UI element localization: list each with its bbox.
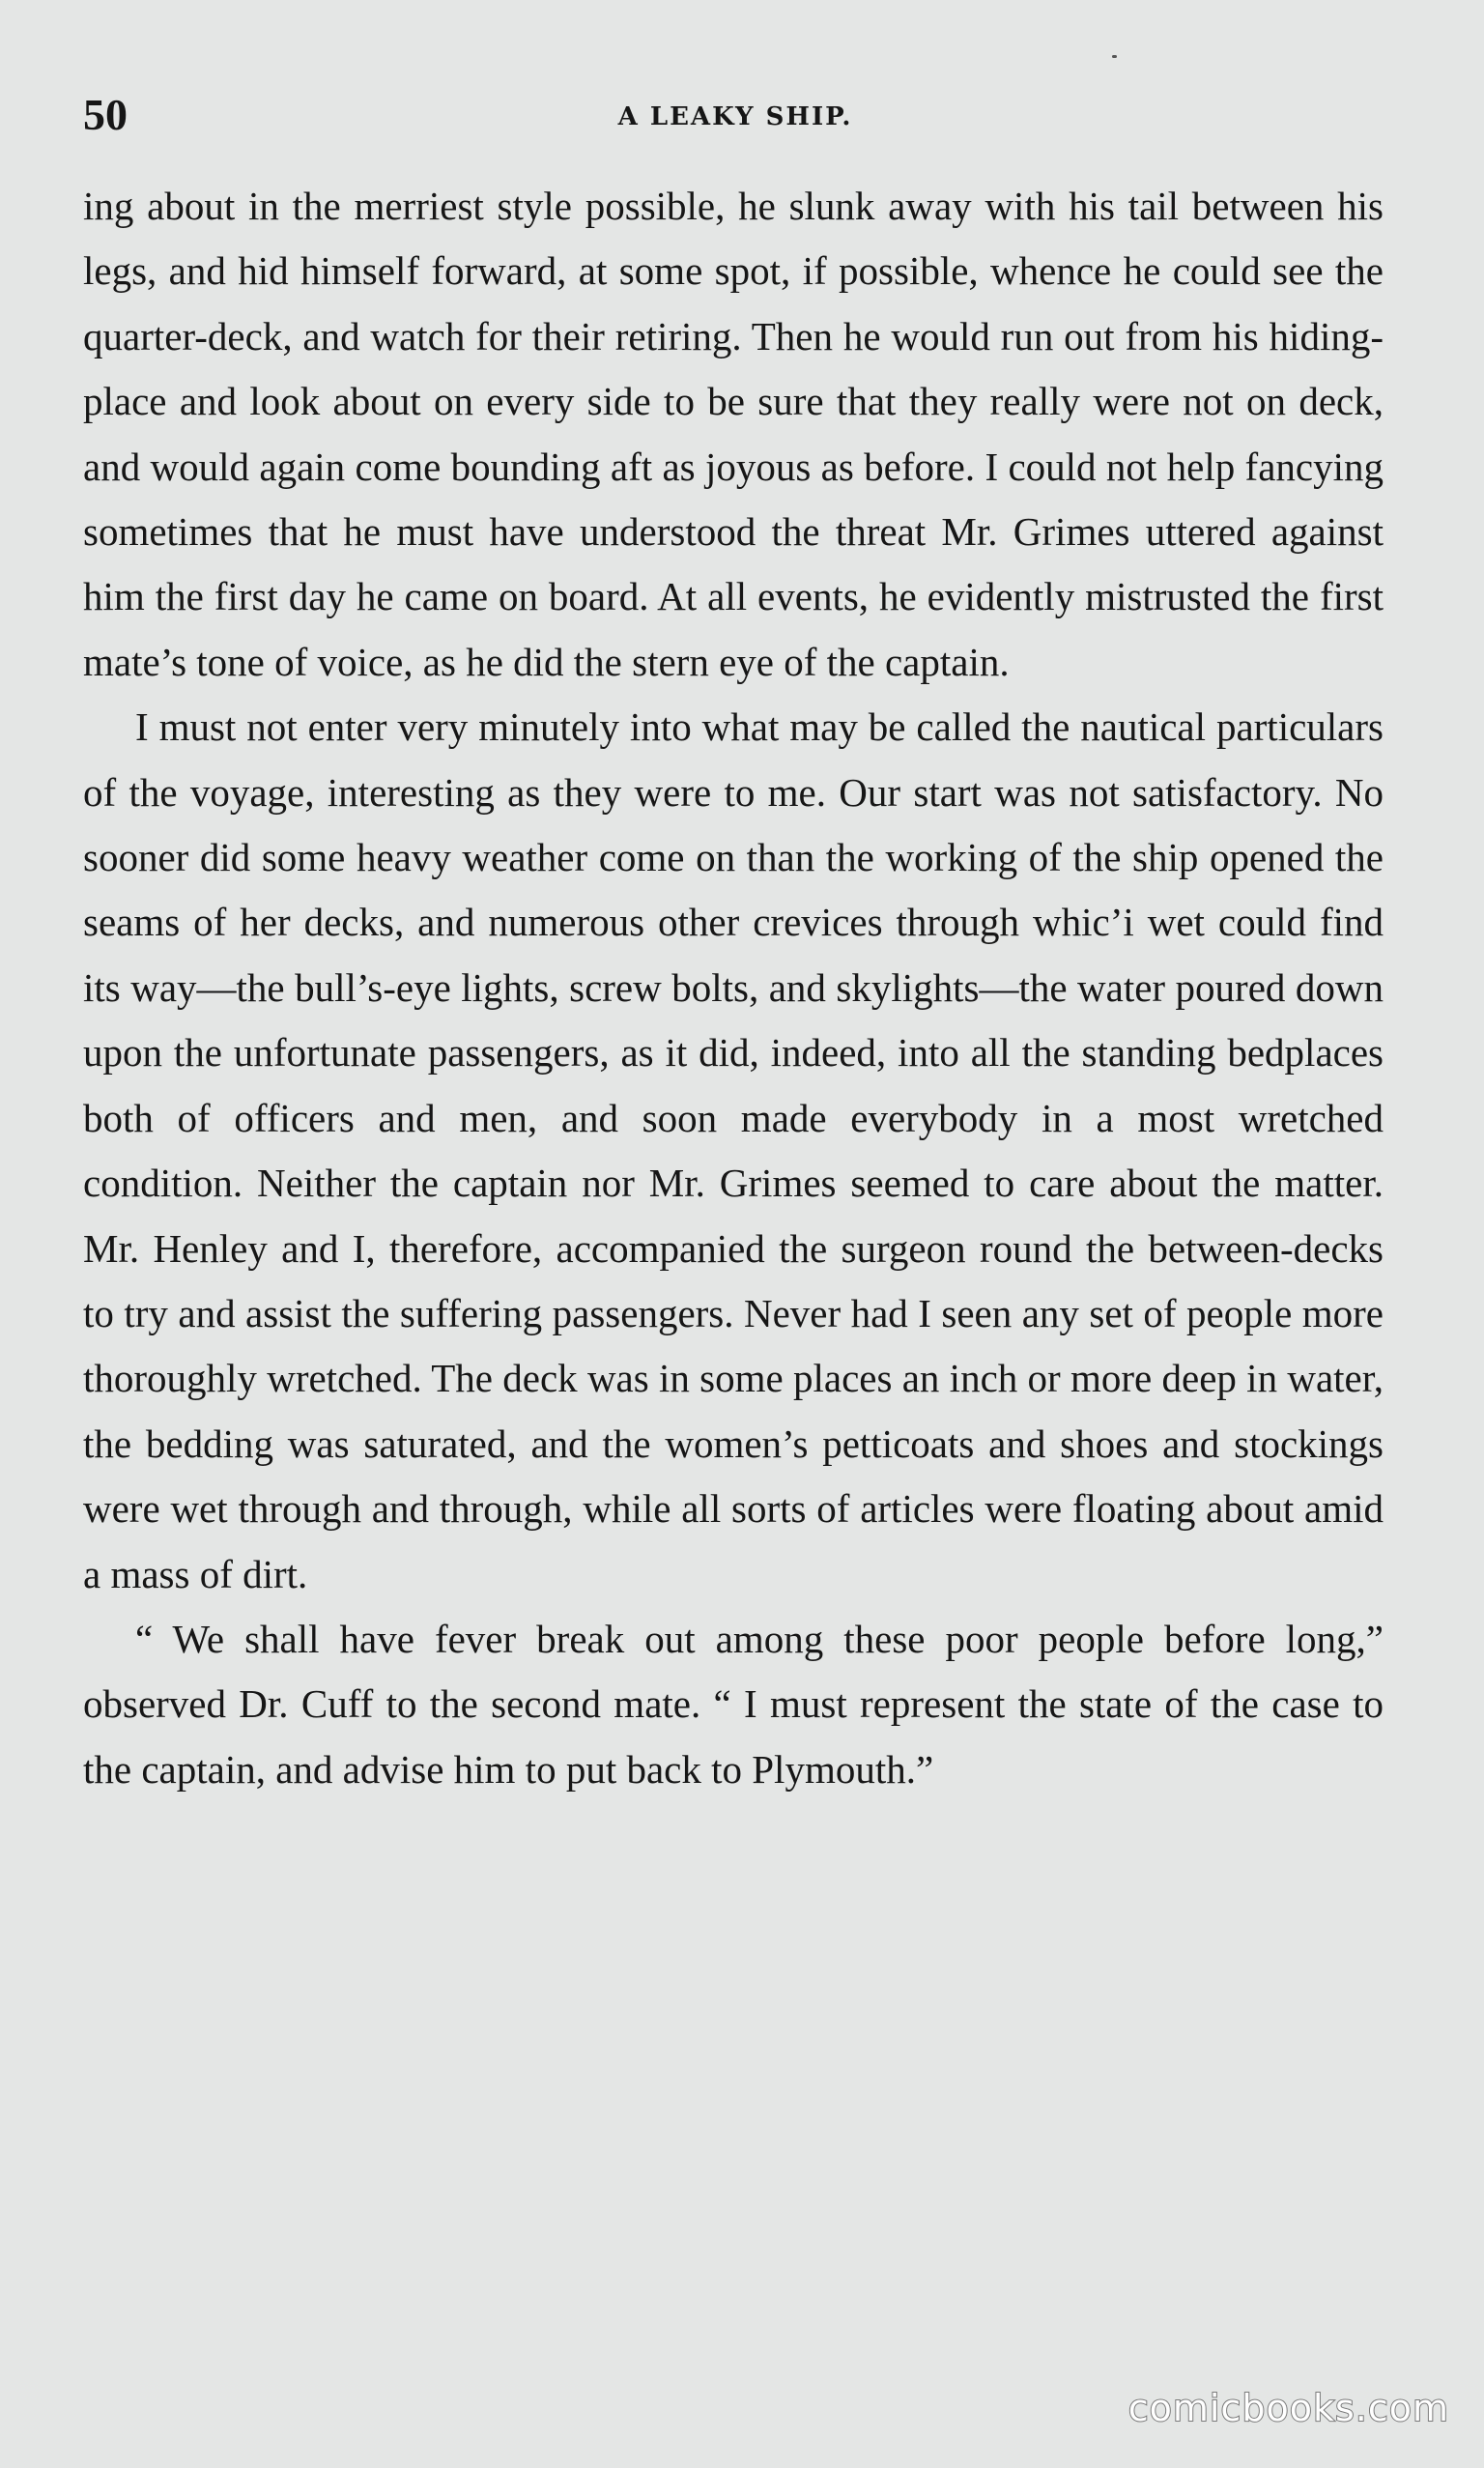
paragraph-1: ing about in the merriest style possible, he slunk away with his tail between his legs, and hid himself forward, at some spot, if possible, whence he could see the quarter-deck, and watch for their retiring. Then he would run out from his hiding-place and look about on every side to be sure that they really were not on deck, and would again come bounding aft as joyous as before. I could not help fancying sometimes that he must have understood the threat Mr. Grimes uttered against him the first day he came on board. At all events, he evidently mistrusted the first mate’s tone of voice, as he did the stern eye of the captain. (83, 184, 1384, 684)
running-head: A LEAKY SHIP. (617, 102, 853, 131)
page-number: 50 (83, 90, 128, 139)
page-header (83, 89, 1387, 147)
watermark: comicbooks.com (1127, 2387, 1449, 2429)
paragraph-3: “ We shall have fever break out among these poor people before long,” observed Dr. Cuff to the second mate. “ I must represent the state of the case to the captain, and advise him to put back to Plymouth.” (83, 1616, 1384, 1792)
paper-speck (1112, 55, 1117, 58)
body-text (83, 174, 1384, 1802)
paragraph-2: I must not enter very minutely into what may be called the nautical particulars of the voyage, interesting as they were to me. Our start was not satisfactory. No sooner did some heavy weather come on than the working of the ship opened the seams of her decks, and numerous other crevices through whic’i wet could find its way—the bull’s-eye lights, screw bolts, and skylights—the water poured down upon the unfortunate passengers, as it did, indeed, into all the standing bedplaces both of officers and men, and soon made everybody in a most wretched condition. Neither the captain nor Mr. Grimes seemed to care about the matter. Mr. Henley and I, therefore, accompanied the surgeon round the between-decks to try and assist the suffering passengers. Never had I seen any set of people more thoroughly wretched. The deck was in some places an inch or more deep in water, the bedding was saturated, and the women’s petticoats and shoes and stockings were wet through and through, while all sorts of articles were floating about amid a mass of dirt. (83, 704, 1384, 1596)
